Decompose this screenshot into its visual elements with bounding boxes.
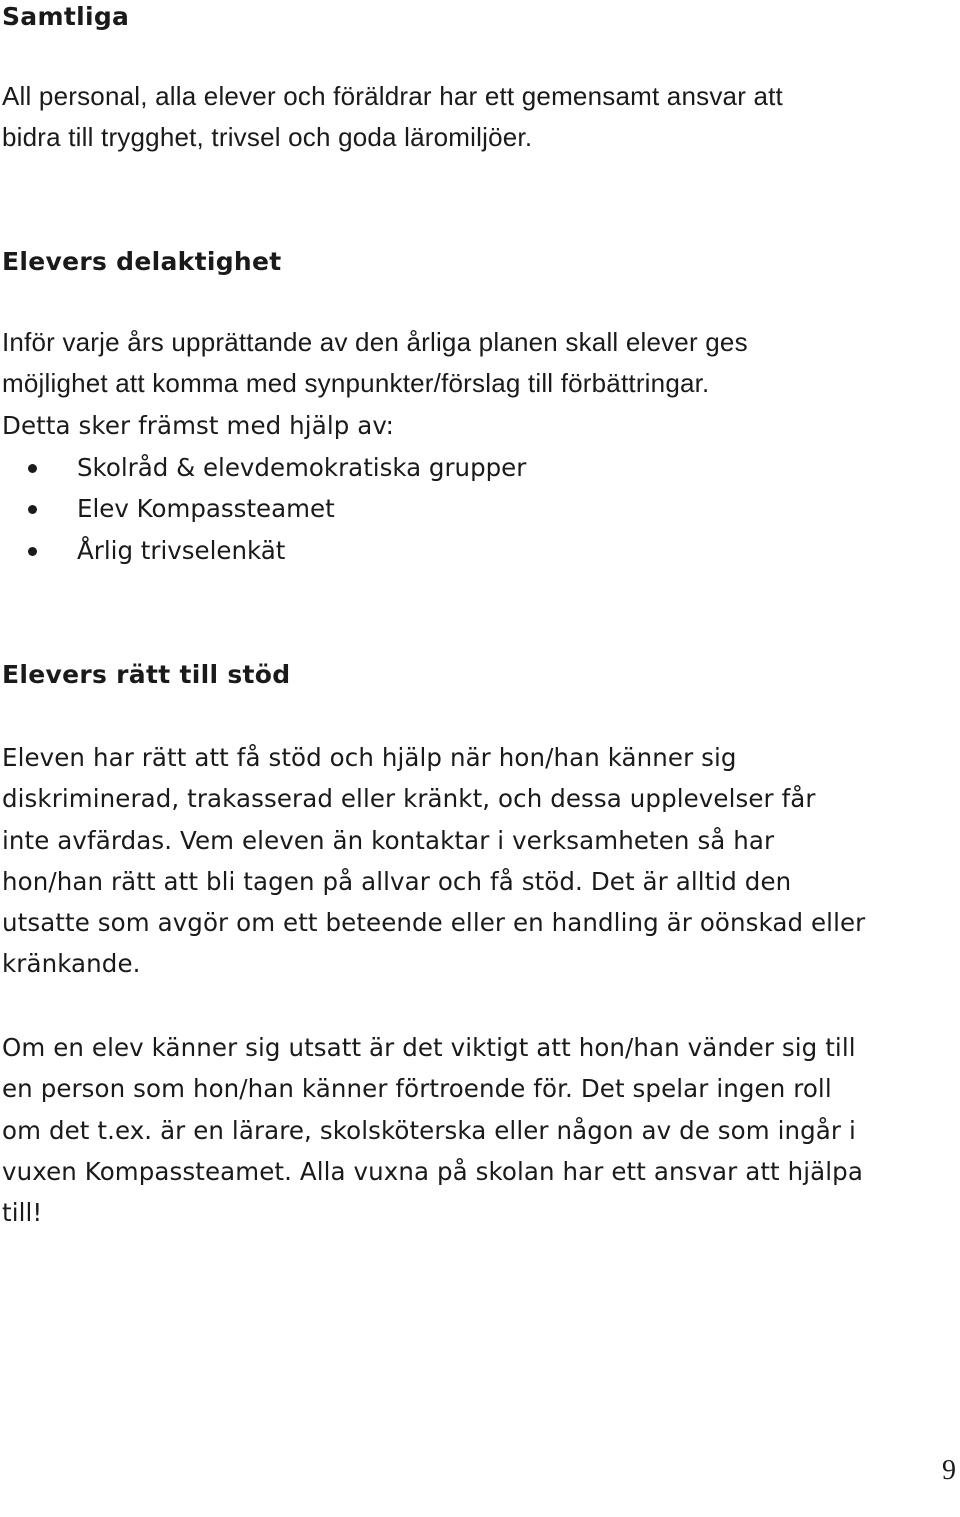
paragraph-line: utsatte som avgör om ett beteende eller en handling är oönskad eller [2, 908, 866, 938]
section-heading-delaktighet: Elevers delaktighet [2, 247, 282, 276]
list-item-label: Elev Kompassteamet [77, 494, 335, 524]
paragraph-line: vuxen Kompassteamet. Alla vuxna på skolan har ett ansvar att hjälpa [2, 1156, 863, 1186]
paragraph-line: hon/han rätt att bli tagen på allvar och få stöd. Det är alltid den [2, 866, 792, 896]
paragraph-line: om det t.ex. är en lärare, skolsköterska eller någon av de som ingår i [2, 1115, 856, 1145]
page-number: 9 [942, 1455, 956, 1486]
paragraph-line: Om en elev känner sig utsatt är det viktigt att hon/han vänder sig till [2, 1033, 856, 1062]
list-item [0, 447, 526, 488]
paragraph-line: en person som hon/han känner förtroende för. Det spelar ingen roll [2, 1074, 832, 1104]
paragraph-line: möjlighet att komma med synpunkter/förslag till förbättringar. [2, 368, 710, 399]
list-item-label: Skolråd & elevdemokratiska grupper [77, 453, 527, 482]
section-heading-stod: Elevers rätt till stöd [2, 660, 291, 689]
paragraph-line: inte avfärdas. Vem eleven än kontaktar i verksamheten så har [2, 825, 775, 855]
paragraph-line: diskriminerad, trakasserad eller kränkt, och dessa upplevelser får [2, 784, 816, 814]
paragraph-line: bidra till trygghet, trivsel och goda läromiljöer. [2, 122, 533, 153]
bullet-list [0, 447, 526, 571]
section-heading-samtliga: Samtliga [2, 2, 130, 31]
list-item [0, 530, 526, 571]
paragraph-line: All personal, alla elever och föräldrar har ett gemensamt ansvar att [2, 81, 783, 111]
paragraph-delaktighet-intro [2, 405, 958, 446]
bullet-icon [28, 547, 37, 556]
bullet-icon [28, 464, 37, 473]
bullet-icon [28, 505, 37, 514]
list-item [0, 488, 526, 529]
paragraph-delaktighet [2, 322, 958, 405]
paragraph-stod-1 [2, 737, 958, 985]
paragraph-line: kränkande. [2, 949, 141, 979]
list-item-label: Årlig trivselenkät [77, 535, 286, 565]
paragraph-stod-2 [2, 1027, 958, 1233]
paragraph-line: Inför varje års upprättande av den årliga planen skall elever ges [2, 327, 748, 357]
paragraph-line: Eleven har rätt att få stöd och hjälp när hon/han känner sig [2, 743, 737, 772]
paragraph-line: Detta sker främst med hjälp av: [2, 411, 395, 440]
paragraph-line: till! [2, 1198, 43, 1228]
paragraph-samtliga [2, 76, 958, 159]
